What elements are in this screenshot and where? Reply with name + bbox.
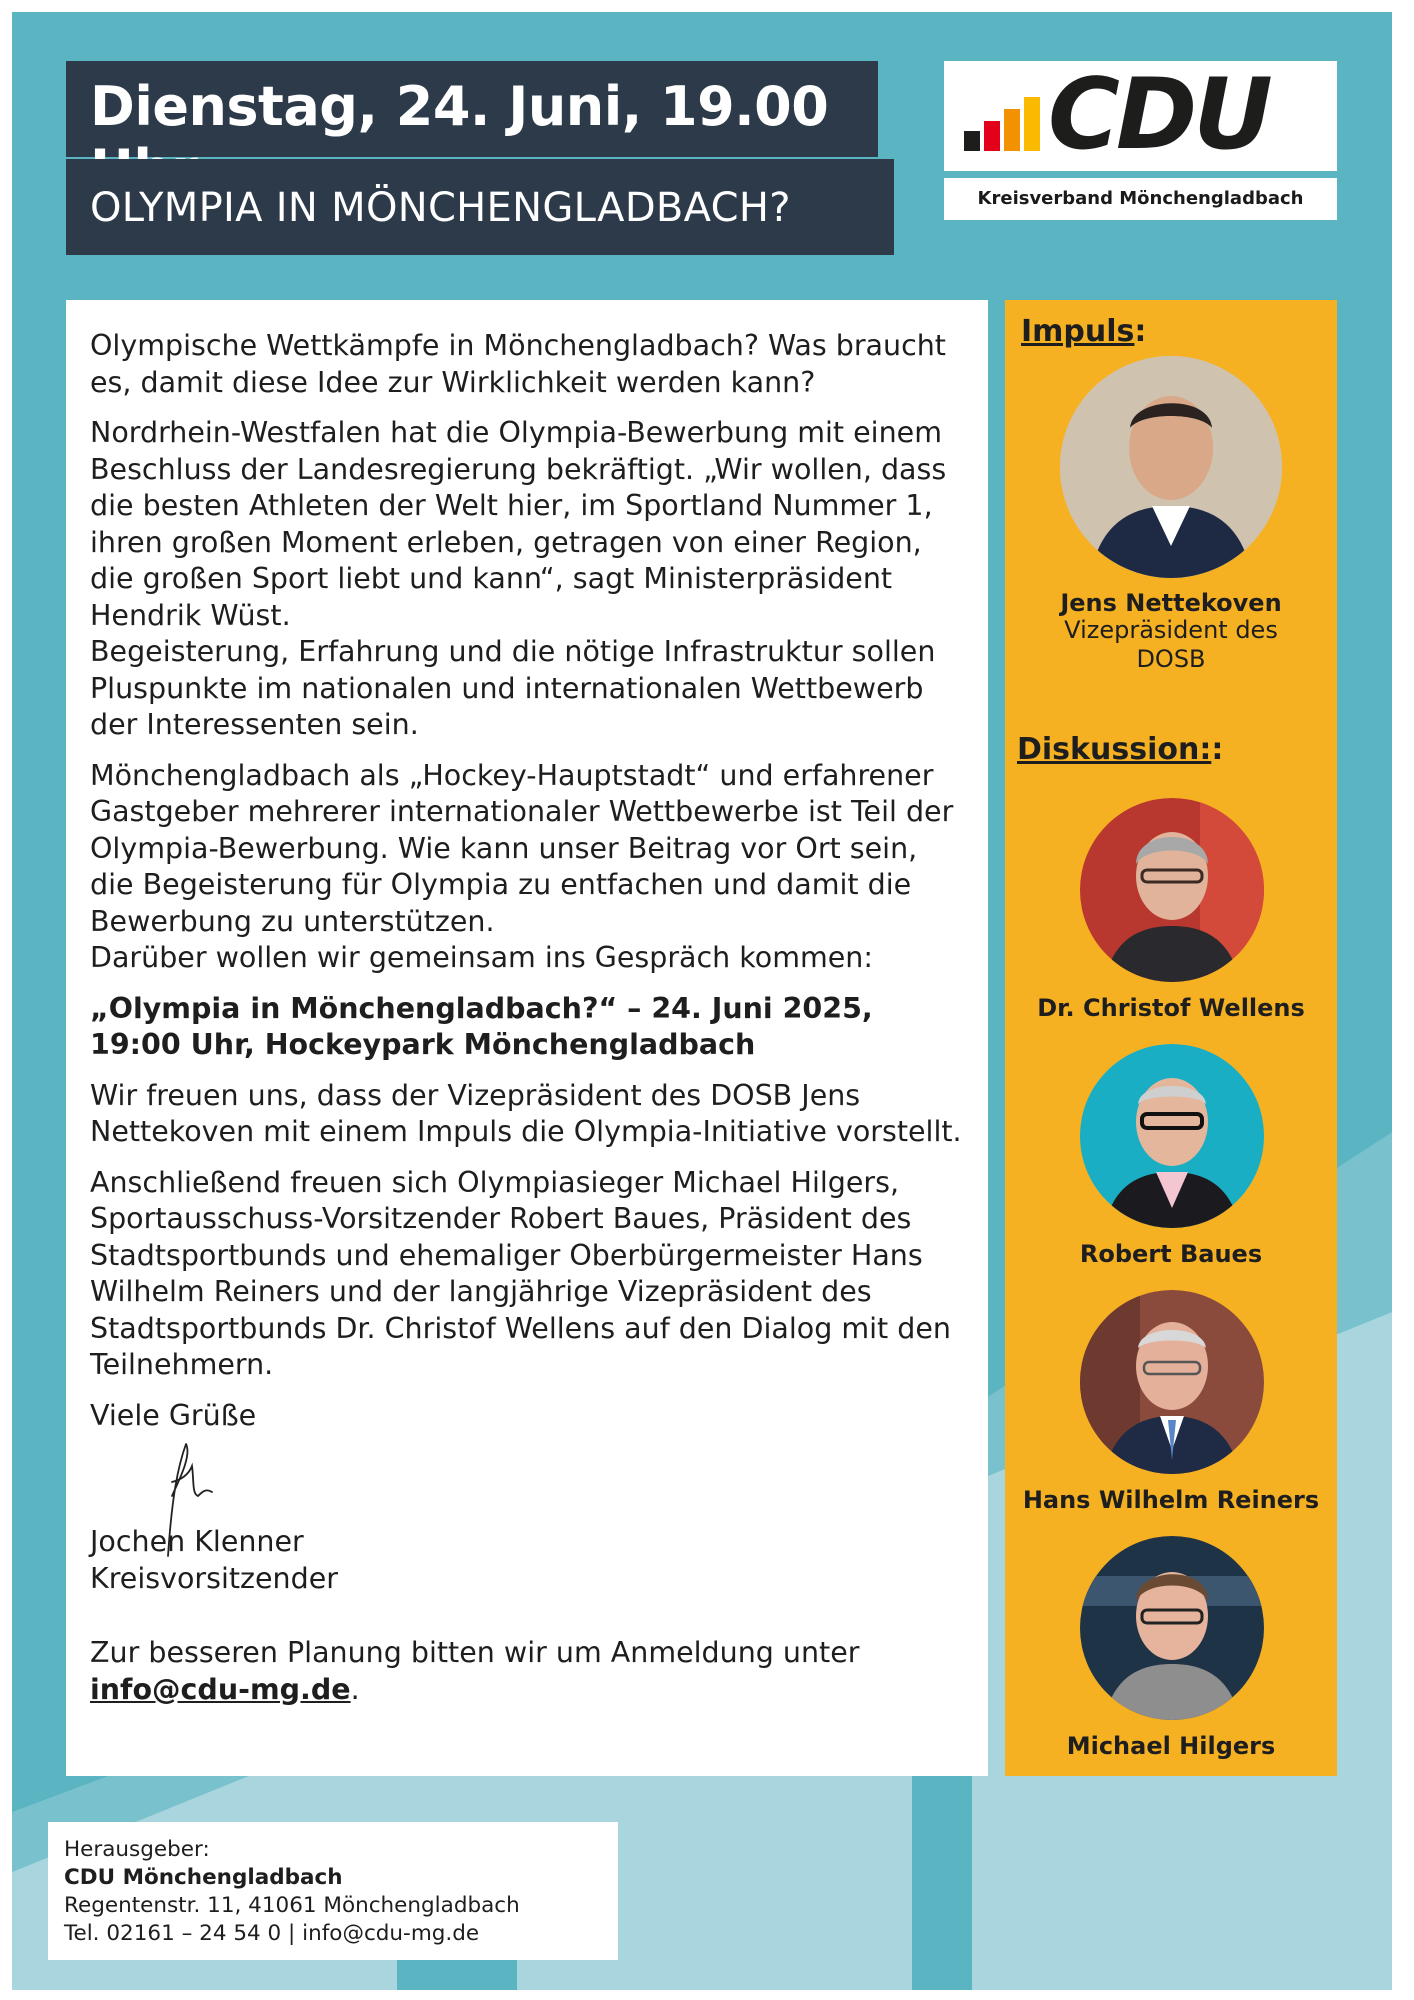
person-portrait-icon	[1060, 356, 1282, 578]
speakers-sidebar	[1005, 300, 1337, 1776]
impuls-heading-label: Impuls	[1021, 314, 1135, 349]
logo-bars-icon	[958, 61, 1062, 171]
registration-email-link[interactable]: info@cdu-mg.de	[90, 1672, 351, 1706]
publisher-address: Regentenstr. 11, 41061 Mönchengladbach	[64, 1893, 520, 1918]
publisher-label: Herausgeber:	[64, 1837, 210, 1862]
impuls-heading	[1021, 314, 1146, 349]
panelist-name-2: Robert Baues	[1079, 1240, 1263, 1268]
paragraph-enthusiasm: Begeisterung, Erfahrung und die nötige Infrastruktur sollen Pluspunkte im nationalen und internationalen Wettbewerb der Interessenten sein.	[90, 635, 936, 741]
event-highlight	[90, 991, 964, 1064]
person-portrait-icon	[1080, 1044, 1264, 1228]
paragraph-intro: Olympische Wettkämpfe in Mönchengladbach? Was braucht es, damit diese Idee zur Wirklichkeit werden kann?	[90, 329, 946, 399]
email-period: .	[350, 1672, 360, 1706]
person-portrait-icon	[1080, 1290, 1264, 1474]
registration-text: Zur besseren Planung bitten wir um Anmeldung unter	[90, 1636, 860, 1669]
impuls-speaker-role-line2: DOSB	[1136, 645, 1206, 673]
impuls-heading-colon: :	[1134, 314, 1147, 349]
publisher-contact: Tel. 02161 – 24 54 0 | info@cdu-mg.de	[64, 1921, 480, 1946]
portrait-robert-baues	[1080, 1044, 1264, 1228]
paragraph-nrw: Nordrhein-Westfalen hat die Olympia-Bewerbung mit einem Beschluss der Landesregierung bekräftigt. „Wir wollen, dass die besten Athleten der Welt hier, im Sportland Nummer 1, ihren großen Moment erleben, getragen von einer Region, die großen Sport liebt und kann“, sagt Ministerpräsident Hendrik Wüst.	[90, 416, 947, 632]
signer-role: Kreisvorsitzender	[90, 1561, 338, 1595]
event-title-heading: OLYMPIA IN MÖNCHENGLADBACH?	[66, 159, 894, 255]
person-portrait-icon	[1080, 798, 1264, 982]
publisher-org: CDU Mönchengladbach	[64, 1865, 343, 1890]
event-date-heading: Dienstag, 24. Juni, 19.00	[66, 61, 878, 157]
paragraph-hockey: Mönchengladbach als „Hockey-Hauptstadt“ und erfahrener Gastgeber mehrerer internationaler Wettbewerbe ist Teil der Olympia-Bewerbung. Wie kann unser Beitrag vor Ort sein, die Begeisterung für Olympia zu entfachen und damit die Bewerbung zu unterstützen.	[90, 758, 954, 938]
paragraph-panel: Anschließend freuen sich Olympiasieger Michael Hilgers, Sportausschuss-Vorsitzender Robert Baues, Präsident des Stadtsportbunds und ehemaliger Oberbürgermeister Hans Wilhelm Reiners und der langjährige Vizepräsident des Stadtsportbunds Dr. Christof Wellens auf den Dialog mit den Teilnehmern.	[90, 1165, 951, 1381]
impuls-speaker-name: Jens Nettekoven	[1060, 589, 1282, 617]
panelist-name-4: Michael Hilgers	[1066, 1732, 1276, 1760]
portrait-jens-nettekoven	[1060, 356, 1282, 578]
event-highlight-line2: 19:00 Uhr, Hockeypark Mönchengladbach	[90, 1028, 756, 1061]
panelist-name-3: Hans Wilhelm Reiners	[1022, 1486, 1320, 1514]
diskussion-heading-colon: :	[1211, 732, 1224, 767]
greeting: Viele Grüße	[90, 1398, 257, 1432]
event-highlight-line1: „Olympia in Mönchengladbach?“ – 24. Juni 2025,	[90, 991, 873, 1025]
portrait-michael-hilgers	[1080, 1536, 1264, 1720]
paragraph-dialog: Darüber wollen wir gemeinsam ins Gespräch kommen:	[90, 941, 873, 974]
portrait-hans-wilhelm-reiners	[1080, 1290, 1264, 1474]
signature-icon	[158, 1436, 238, 1566]
logo-wordmark: CDU	[1048, 58, 1269, 172]
cdu-logo	[944, 58, 1337, 172]
paragraph-impuls: Wir freuen uns, dass der Vizepräsident des DOSB Jens Nettekoven mit einem Impuls die Olympia-Initiative vorstellt.	[90, 1078, 962, 1148]
publisher-box	[48, 1822, 618, 1960]
registration-email-line	[90, 1672, 964, 1709]
portrait-christof-wellens	[1080, 798, 1264, 982]
signature-image	[90, 1436, 964, 1524]
impuls-speaker-role-line1: Vizepräsident des	[1064, 616, 1278, 644]
diskussion-heading	[1017, 732, 1223, 767]
diskussion-heading-label: Diskussion:	[1017, 732, 1212, 767]
person-portrait-icon	[1080, 1536, 1264, 1720]
logo-subtitle: Kreisverband Mönchengladbach	[944, 178, 1337, 220]
signer-name: Jochen Klenner	[90, 1525, 304, 1558]
letter-body	[66, 300, 988, 1776]
panelist-name-1: Dr. Christof Wellens	[1037, 994, 1305, 1022]
